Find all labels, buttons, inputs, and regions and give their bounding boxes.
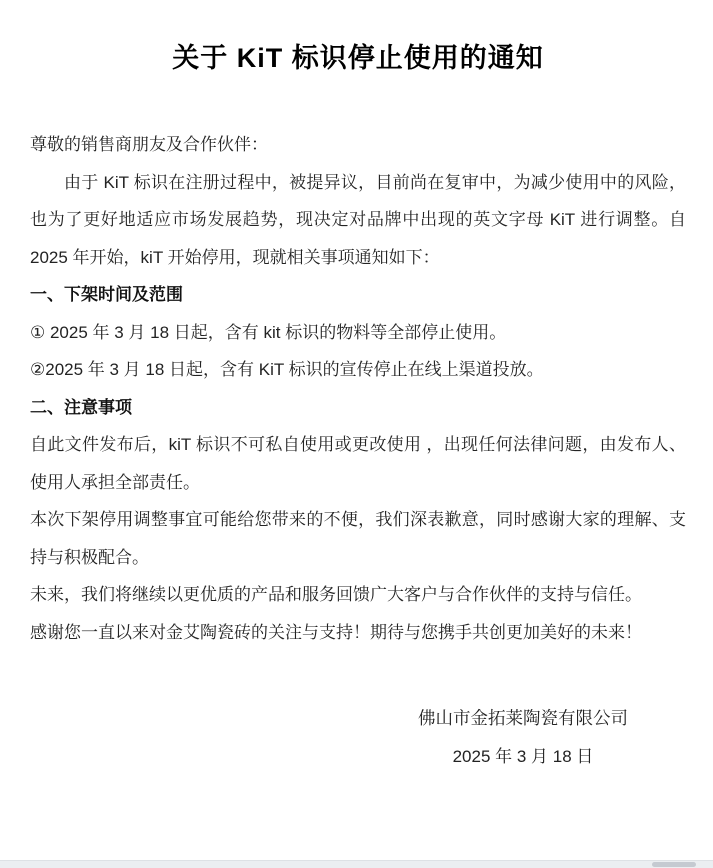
section-2-paragraph-1: 自此文件发布后，kiT 标识不可私自使用或更改使用 ，出现任何法律问题，由发布人、使用人承担全部责任。 [30,435,686,492]
signature-block [30,707,686,768]
document-title: 关于 KiT 标识停止使用的通知 [172,43,544,73]
section-1-item-2: ②2025 年 3 月 18 日起，含有 KiT 标识的宣传停止在线上渠道投放。 [30,360,544,379]
horizontal-scrollbar-thumb[interactable] [652,862,696,867]
intro-paragraph: 由于 KiT 标识在注册过程中，被提异议，目前尚在复审中，为减少使用中的风险，也为了更好地适应市场发展趋势，现决定对品牌中出现的英文字母 KiT 进行调整。自 2025 年开始，kiT 开始停用，现就相关事项通知如下： [30,172,686,267]
section-1-item-1: ① 2025 年 3 月 18 日起，含有 kit 标识的物料等全部停止使用。 [30,322,507,342]
salutation-line: 尊敬的销售商朋友及合作伙伴： [30,135,268,154]
signature-date: 2025 年 3 月 18 日 [452,747,594,766]
section-2-paragraph-3: 未来，我们将继续以更优质的产品和服务回馈广大客户与合作伙伴的支持与信任。 [30,585,642,604]
signature-inner [418,707,628,768]
section-1-heading: 一、下架时间及范围 [30,285,183,304]
section-2-paragraph-2: 本次下架停用调整事宜可能给您带来的不便，我们深表歉意，同时感谢大家的理解、支持与积极配合。 [30,510,686,567]
section-2-heading: 二、注意事项 [30,397,132,417]
horizontal-scrollbar[interactable] [0,860,713,868]
signature-company-name: 佛山市金拓莱陶瓷有限公司 [418,708,628,728]
section-2-paragraph-4: 感谢您一直以来对金艾陶瓷砖的关注与支持！期待与您携手共创更加美好的未来！ [30,622,642,642]
